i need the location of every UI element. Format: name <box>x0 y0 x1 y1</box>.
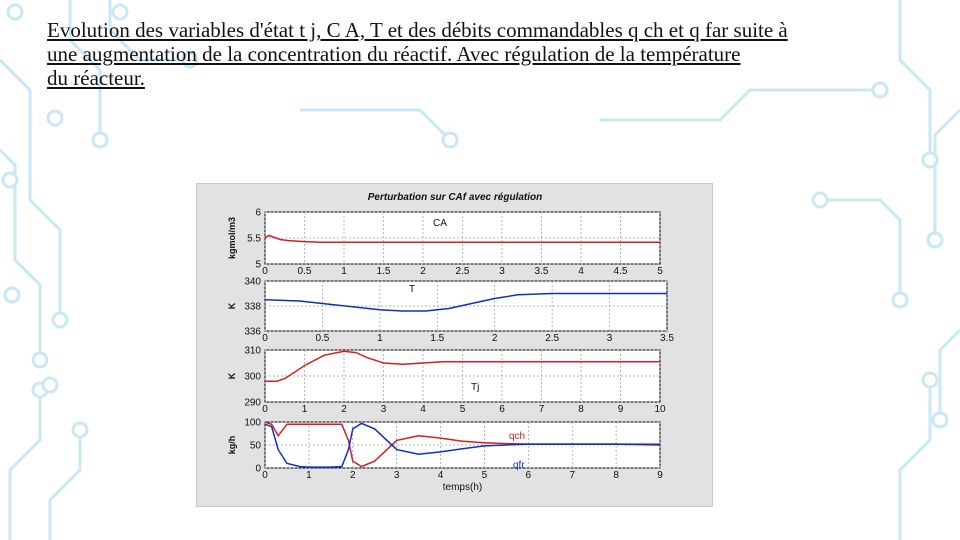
circuit-trace <box>935 110 960 240</box>
circuit-trace <box>940 330 960 420</box>
x-tick-label: 0 <box>262 470 268 481</box>
y-tick-label: 0 <box>255 463 261 475</box>
circuit-node <box>3 173 17 187</box>
x-tick-label: 1 <box>301 404 308 415</box>
x-tick-label: 0 <box>262 266 268 277</box>
circuit-trace <box>300 110 450 140</box>
y-axis-label: kg/h <box>227 435 237 455</box>
circuit-node <box>93 133 107 147</box>
x-tick-label: 0 <box>262 404 268 415</box>
circuit-node <box>933 413 947 427</box>
x-tick-label: 3 <box>393 470 400 481</box>
circuit-node <box>33 353 47 367</box>
y-tick-label: 6 <box>255 207 261 219</box>
x-tick-label: 1.5 <box>376 266 391 277</box>
title-line-2: une augmentation de la concentration du réactif. Avec régulation de la température <box>47 42 741 66</box>
x-tick-label: 3.5 <box>534 266 549 277</box>
x-tick-label: 6 <box>525 470 532 481</box>
circuit-trace <box>0 60 60 320</box>
x-tick-label: 1 <box>377 333 383 344</box>
circuit-node <box>73 423 87 437</box>
title-line-1: Evolution des variables d'état t j, C A, T et des débits commandables q ch et q far suite à <box>47 18 788 42</box>
circuit-trace <box>900 380 930 540</box>
x-tick-label: 4 <box>437 470 444 481</box>
y-tick-label: 100 <box>244 417 261 429</box>
circuit-node <box>48 111 62 125</box>
x-tick-label: 9 <box>617 404 624 415</box>
circuit-trace <box>50 430 80 540</box>
x-axis-label: temps(h) <box>442 482 483 493</box>
x-tick-label: 1 <box>306 470 312 481</box>
y-tick-label: 310 <box>244 345 261 357</box>
circuit-node <box>443 133 457 147</box>
y-tick-label: 338 <box>244 301 261 313</box>
circuit-node <box>813 193 827 207</box>
y-axis-label: kgmol/m3 <box>227 216 237 260</box>
circuit-node <box>928 233 942 247</box>
circuit-trace <box>600 90 880 120</box>
x-tick-label: 2 <box>341 404 347 415</box>
x-tick-label: 5 <box>481 470 488 481</box>
x-tick-label: 2 <box>420 266 426 277</box>
y-tick-label: 290 <box>244 397 261 409</box>
circuit-node <box>43 378 57 392</box>
title-line-3: du réacteur. <box>47 66 145 90</box>
x-tick-label: 3 <box>606 333 613 344</box>
circuit-node <box>923 153 937 167</box>
circuit-node <box>923 373 937 387</box>
x-tick-label: 3.5 <box>660 333 674 344</box>
x-tick-label: 7 <box>569 470 576 481</box>
x-tick-label: 9 <box>657 470 663 481</box>
series-label: CA <box>433 218 447 229</box>
x-tick-label: 4 <box>578 266 584 277</box>
y-tick-label: 340 <box>244 276 261 288</box>
x-tick-label: 5 <box>459 404 466 415</box>
y-tick-label: 300 <box>244 371 261 383</box>
x-tick-label: 1 <box>341 266 347 277</box>
x-tick-label: 0.5 <box>297 266 312 277</box>
series-label-qfr: qfr <box>513 460 525 471</box>
series-label: Tj <box>471 382 480 393</box>
x-tick-label: 0.5 <box>315 333 330 344</box>
x-tick-label: 6 <box>499 404 505 415</box>
y-tick-label: 336 <box>244 326 261 338</box>
y-axis-label: K <box>227 302 237 310</box>
circuit-node <box>893 293 907 307</box>
x-tick-label: 3 <box>499 266 505 277</box>
x-tick-label: 4 <box>420 404 426 415</box>
x-tick-label: 10 <box>654 404 666 415</box>
circuit-node <box>5 288 19 302</box>
y-tick-label: 5.5 <box>247 233 261 245</box>
x-tick-label: 0 <box>262 333 268 344</box>
circuit-trace <box>820 200 900 300</box>
y-tick-label: 50 <box>249 440 261 452</box>
circuit-node <box>113 5 127 19</box>
figure-title: Perturbation sur CAf avec régulation <box>367 192 543 203</box>
circuit-node <box>8 5 22 19</box>
circuit-node <box>53 313 67 327</box>
x-tick-label: 3 <box>380 404 387 415</box>
x-tick-label: 1.5 <box>430 333 445 344</box>
series-label: T <box>409 284 416 295</box>
slide-title <box>47 18 947 90</box>
x-tick-label: 7 <box>538 404 545 415</box>
series-label-qch: qch <box>509 431 526 442</box>
y-tick-label: 5 <box>255 259 261 271</box>
x-tick-label: 8 <box>613 470 619 481</box>
x-tick-label: 2.5 <box>455 266 470 277</box>
x-tick-label: 8 <box>578 404 584 415</box>
y-axis-label: K <box>227 372 237 380</box>
x-tick-label: 2 <box>491 333 498 344</box>
x-tick-label: 4.5 <box>613 266 628 277</box>
x-tick-label: 2.5 <box>545 333 560 344</box>
circuit-trace <box>10 390 40 540</box>
x-tick-label: 2 <box>349 470 356 481</box>
x-tick-label: 5 <box>657 266 663 277</box>
simulation-figure <box>196 183 713 507</box>
figure-svg <box>197 184 712 506</box>
